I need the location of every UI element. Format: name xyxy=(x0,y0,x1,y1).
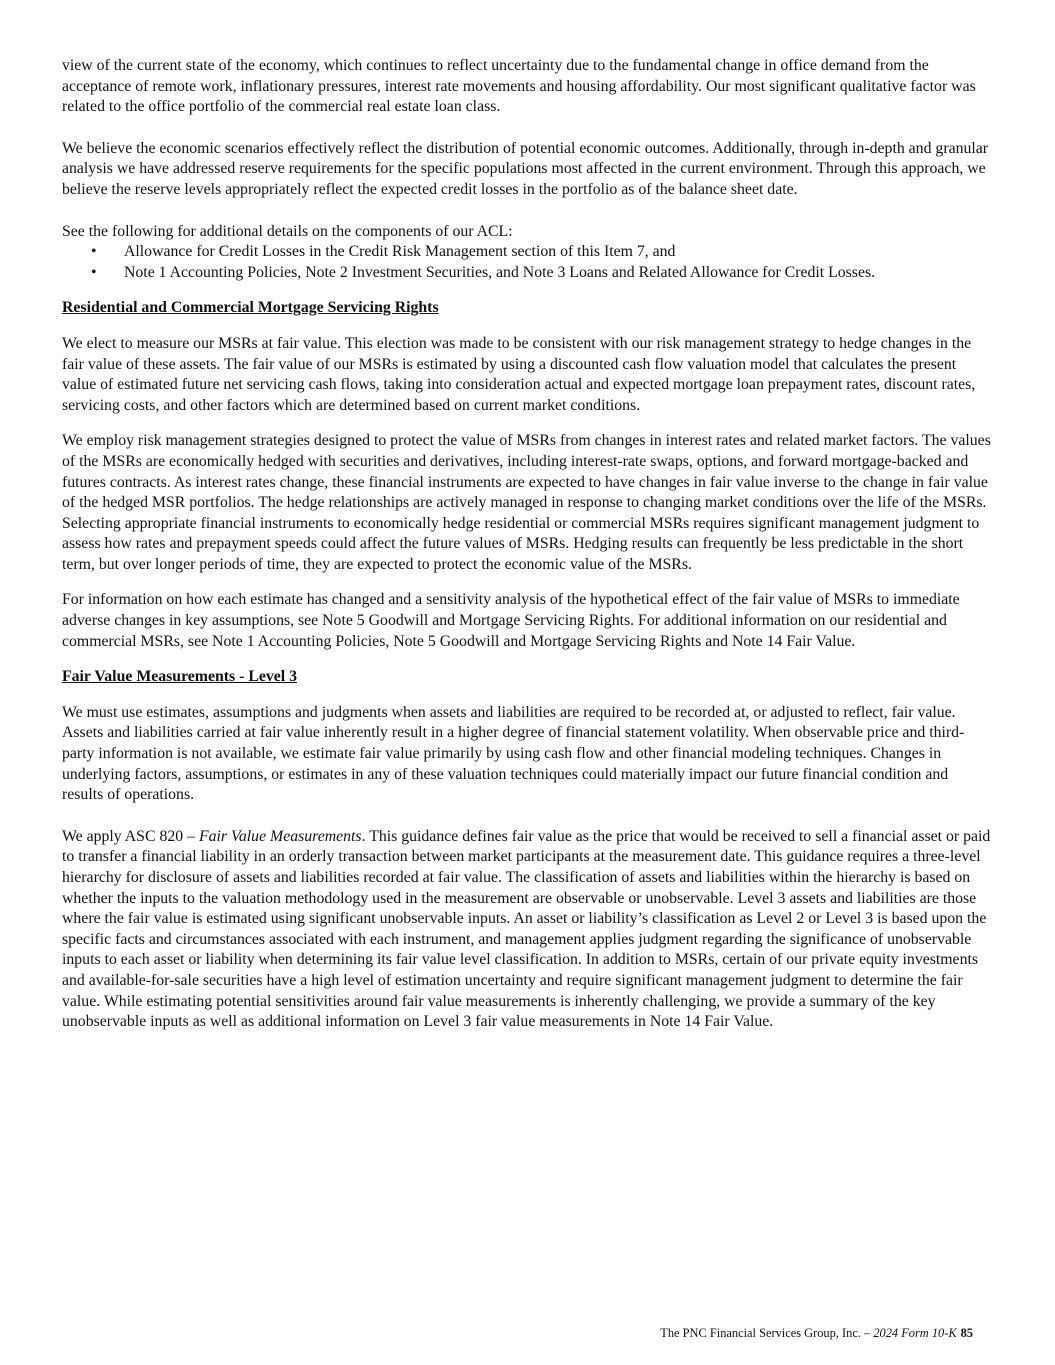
section-heading-fair-value: Fair Value Measurements - Level 3 xyxy=(62,668,298,686)
paragraph-economy-view: view of the current state of the economy, which continues to reflect uncertainty due to the fundamental change in office demand from the acceptance of remote work, inflationary pressures, interest rate movements and housing affordability. Our most significant qualitative factor was related to the office portfolio of the commercial real estate loan class. xyxy=(62,57,976,116)
document-body xyxy=(62,56,992,1033)
acl-details-list xyxy=(62,242,992,283)
asc-body-text: . This guidance defines fair value as the price that would be received to sell a financial asset or paid to transfer a financial liability in an orderly transaction between market participants at the measurement date. This guidance requires a three-level hierarchy for disclosure of assets and liabilities recorded at fair value. The classification of assets and liabilities within the hierarchy is based on whether the inputs to the valuation methodology used in the measurement are observable or unobservable. Level 3 assets and liabilities are those where the fair value is estimated using significant unobservable inputs. An asset or liability’s classification as Level 2 or Level 3 is based upon the specific facts and circumstances associated with each instrument, and management applies judgment regarding the significance of unobservable inputs to each asset or liability when determining its fair value level classification. In addition to MSRs, certain of our private equity investments and available-for-sale securities have a high level of estimation uncertainty and require significant management judgment to determine the fair value. While estimating potential sensitivities around fair value measurements is inherently challenging, we provide a summary of the key unobservable inputs as well as additional information on Level 3 fair value measurements in Note 14 Fair Value. xyxy=(62,827,991,1031)
list-item-text: Note 1 Accounting Policies, Note 2 Investment Securities, and Note 3 Loans and Related Allowance for Credit Losses. xyxy=(124,263,876,281)
paragraph-fv-asc820 xyxy=(62,827,992,1033)
paragraph-economic-scenarios: We believe the economic scenarios effectively reflect the distribution of potential economic outcomes. Additionally, through in-depth and granular analysis we have addressed reserve requirements for the specific populations most affected in the current environment. Through this approach, we believe the reserve levels appropriately reflect the expected credit losses in the portfolio as of the balance sheet date. xyxy=(62,139,989,198)
bullet-glyph: • xyxy=(91,243,97,261)
page-footer xyxy=(660,1325,973,1341)
paragraph-fv-estimates: We must use estimates, assumptions and judgments when assets and liabilities are required to be recorded at, or adjusted to reflect, fair value. Assets and liabilities carried at fair value inherently result in a higher degree of financial statement volatility. When observable price and third-party information is not available, we estimate fair value primarily by using cash flow and other financial modeling techniques. Changes in underlying factors, assumptions, or estimates in any of these valuation techniques could materially impact our future financial condition and results of operations. xyxy=(62,703,965,804)
paragraph-msr-fair-value: We elect to measure our MSRs at fair value. This election was made to be consistent with our risk management strategy to hedge changes in the fair value of these assets. The fair value of our MSRs is estimated by using a discounted cash flow valuation model that calculates the present value of estimated future net servicing cash flows, taking into consideration actual and expected mortgage loan prepayment rates, discount rates, servicing costs, and other factors which are determined based on current market conditions. xyxy=(62,334,976,414)
paragraph-msr-sensitivity: For information on how each estimate has changed and a sensitivity analysis of the hypothetical effect of the fair value of MSRs to immediate adverse changes in key assumptions, see Note 5 Goodwill and Mortgage Servicing Rights. For additional information on our residential and commercial MSRs, see Note 1 Accounting Policies, Note 5 Goodwill and Mortgage Servicing Rights and Note 14 Fair Value. xyxy=(62,591,960,650)
paragraph-msr-risk-management: We employ risk management strategies designed to protect the value of MSRs from changes in interest rates and related market factors. The values of the MSRs are economically hedged with securities and derivatives, including interest-rate swaps, options, and forward mortgage-backed and futures contracts. As interest rates change, these financial instruments are expected to have changes in fair value inverse to the change in fair value of the hedged MSR portfolios. The hedge relationships are actively managed in response to changing market conditions over the life of the MSRs. Selecting appropriate financial instruments to economically hedge residential or commercial MSRs requires significant management judgment to assess how rates and prepayment speeds could affect the future values of MSRs. Hedging results can frequently be less predictable in the short term, but over longer periods of time, they are expected to protect the economic value of the MSRs. xyxy=(62,432,991,573)
list-item-text: Allowance for Credit Losses in the Credit Risk Management section of this Item 7, and xyxy=(124,243,676,261)
page-number: 85 xyxy=(960,1326,973,1340)
section-heading-msr: Residential and Commercial Mortgage Servicing Rights xyxy=(62,299,439,317)
asc-lead-text: We apply ASC 820 – xyxy=(62,827,199,845)
footer-form: 2024 Form 10-K xyxy=(873,1326,957,1340)
list-item xyxy=(62,242,992,263)
bullet-glyph: • xyxy=(91,263,97,281)
asc-standard-title: Fair Value Measurements xyxy=(198,827,362,845)
paragraph-acl-intro: See the following for additional details on the components of our ACL: xyxy=(62,222,513,240)
list-item xyxy=(62,263,992,284)
footer-company: The PNC Financial Services Group, Inc. – xyxy=(660,1326,874,1340)
